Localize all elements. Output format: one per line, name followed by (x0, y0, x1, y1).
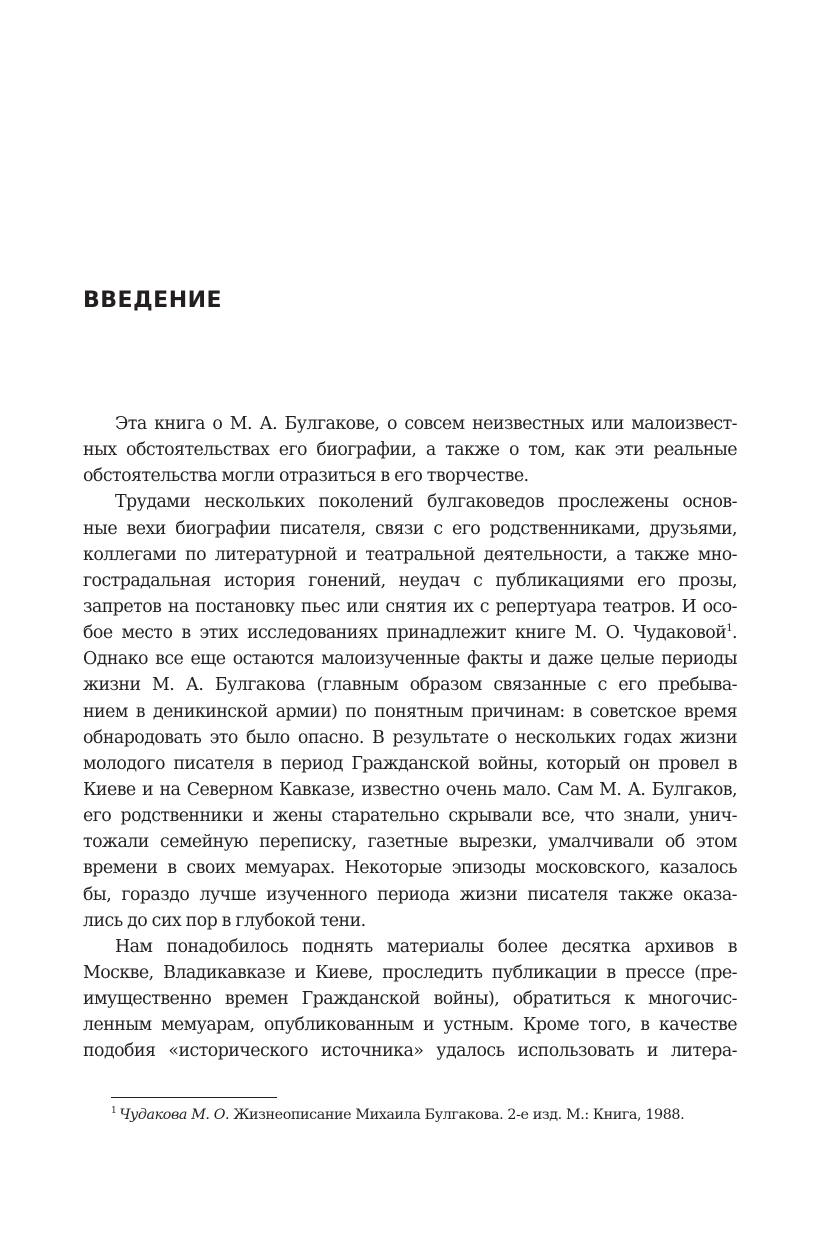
chapter-title: ВВЕДЕНИЕ (83, 288, 223, 313)
text-line: Однако все еще остаются малоизученные факты и даже целые периоды (83, 649, 737, 670)
body-text (83, 411, 737, 1065)
text-line: бы, гораздо лучше изученного периода жизни писателя также оказа- (83, 884, 737, 905)
text-line: запретов на постановку пьес или снятия их с репертуара театров. И осо- (83, 596, 737, 617)
text-line-with-footnote (83, 620, 737, 646)
footnote-reference[interactable]: 1 (726, 623, 733, 635)
text-line: ленным мемуарам, опубликованным и устным. Кроме того, в качестве (83, 1015, 737, 1036)
text-line: его родственники и жены старательно скрывали все, что знали, унич- (83, 806, 737, 827)
text-line: жизни М. А. Булгакова (главным образом связанные с его пребыва- (83, 675, 737, 696)
text-line: лись до сих пор в глубокой тени. (83, 910, 366, 931)
footnote-text: Жизнеописание Михаила Булгакова. 2-е изд. М.: Книга, 1988. (229, 1107, 685, 1123)
footnote (111, 1104, 741, 1126)
text-line: Москве, Владикавказе и Киеве, проследить публикации в прессе (пре- (83, 962, 737, 983)
text-line: гострадальная история гонений, неудач с публикациями его прозы, (83, 570, 737, 591)
text-line: коллегами по литературной и театральной деятельности, а также мно- (83, 544, 737, 565)
footnote-divider (111, 1097, 277, 1098)
footnote-ref-punctuation: . (732, 623, 737, 644)
text-line: обстоятельства могли отразиться в его творчестве. (83, 466, 529, 487)
text-line: ных обстоятельствах его биографии, а также о том, как эти реальные (83, 440, 737, 461)
footnote-author: Чудакова М. О. (119, 1107, 230, 1123)
text-line: Киеве и на Северном Кавказе, известно очень мало. Сам М. А. Булгаков, (83, 779, 737, 800)
text-line: имущественно времен Гражданской войны), обратиться к многочис- (83, 989, 737, 1010)
text-line: тожали семейную переписку, газетные вырезки, умалчивали об этом (83, 832, 737, 853)
footnote-number: 1 (111, 1106, 117, 1117)
text-line: обнародовать это было опасно. В результате о нескольких годах жизни (83, 727, 737, 748)
text-line: ные вехи биографии писателя, связи с его родственниками, друзьями, (83, 518, 737, 539)
text-line: Трудами нескольких поколений булгаковедов прослежены основ- (115, 492, 737, 513)
text-line: Нам понадобилось поднять материалы более десятка архивов в (115, 936, 737, 957)
text-line: Эта книга о М. А. Булгакове, о совсем неизвестных или малоизвест- (115, 414, 737, 434)
text-line: молодого писателя в период Гражданской войны, который он провел в (83, 753, 737, 774)
text-line: подобия «исторического источника» удалось использовать и литера- (83, 1041, 737, 1062)
text-line-content: бое место в этих исследованиях принадлежит книге М. О. Чудаковой (83, 623, 727, 644)
text-line: нием в деникинской армии) по понятным причинам: в советское время (83, 701, 737, 722)
text-line: времени в своих мемуарах. Некоторые эпизоды московского, казалось (83, 858, 737, 879)
